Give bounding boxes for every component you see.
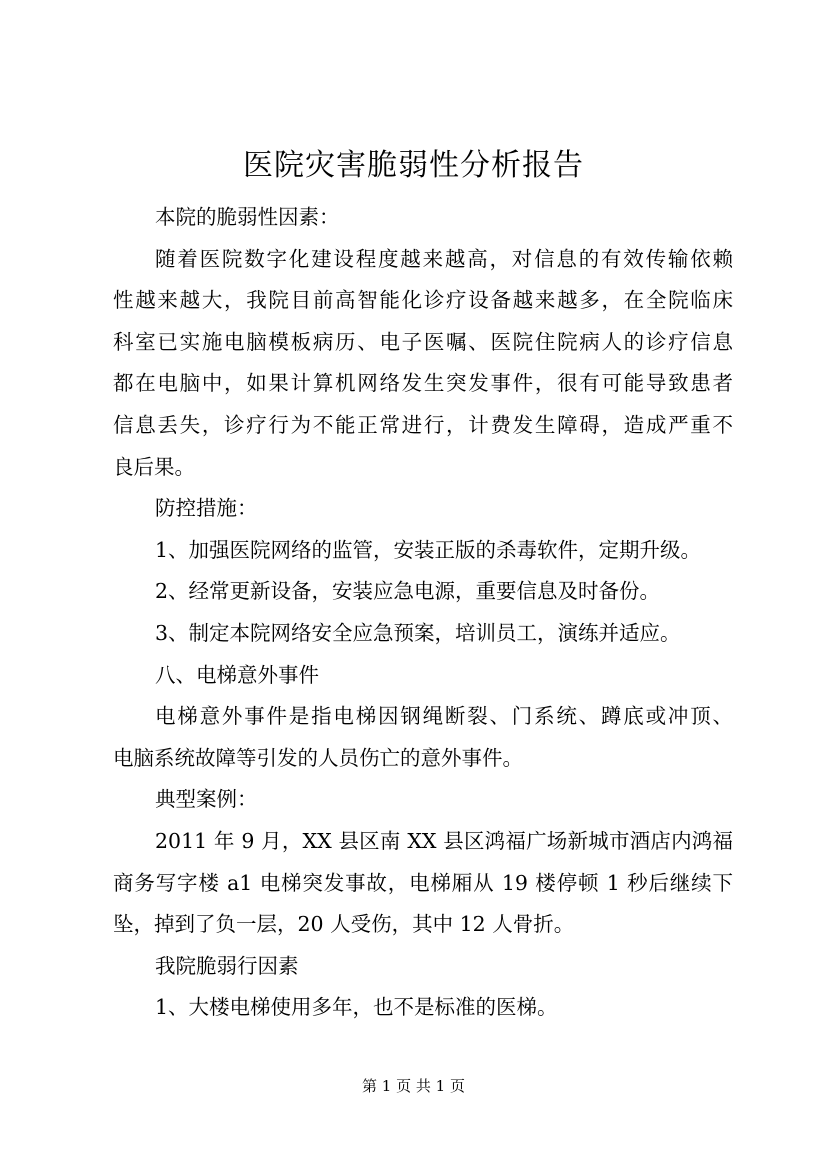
paragraph-line: 电脑系统故障等引发的人员伤亡的意外事件。: [113, 745, 523, 770]
paragraph-line: 信息丢失，诊疗行为不能正常进行，计费发生障碍，造成严重不: [113, 412, 733, 437]
document-body: [113, 197, 733, 1029]
paragraph-line: 典型案例：: [155, 787, 258, 812]
paragraph-line: 我院脆弱行因素: [155, 953, 299, 978]
paragraph-line: 都在电脑中，如果计算机网络发生突发事件，很有可能导致患者: [113, 371, 733, 396]
section-heading: 八、电梯意外事件: [155, 662, 319, 687]
paragraph-line: 性越来越大，我院目前高智能化诊疗设备越来越多，在全院临床: [113, 288, 733, 313]
paragraph-line: 随着医院数字化建设程度越来越高，对信息的有效传输依赖: [155, 246, 733, 271]
paragraph-line: 1、大楼电梯使用多年，也不是标准的医梯。: [155, 995, 558, 1020]
paragraph-line: 1、加强医院网络的监管，安装正版的杀毒软件，定期升级。: [155, 537, 702, 562]
paragraph-line: 坠，掉到了负一层，20 人受伤，其中 12 人骨折。: [113, 912, 575, 937]
paragraph-line: 防控措施：: [155, 496, 258, 521]
paragraph-line: 2011 年 9 月，XX 县区南 XX 县区鸿福广场新城市酒店内鸿福: [155, 828, 733, 853]
paragraph-line: 商务写字楼 a1 电梯突发事故，电梯厢从 19 楼停顿 1 秒后继续下: [113, 870, 733, 895]
paragraph-line: 电梯意外事件是指电梯因钢绳断裂、门系统、蹲底或冲顶、: [155, 704, 733, 729]
paragraph-line: 良后果。: [113, 454, 195, 479]
paragraph-line: 本院的脆弱性因素：: [155, 205, 340, 229]
paragraph-line: 2、经常更新设备，安装应急电源，重要信息及时备份。: [155, 579, 661, 604]
paragraph-line: 3、制定本院网络安全应急预案，培训员工，演练并适应。: [155, 620, 681, 645]
page-footer: 第 1 页 共 1 页: [362, 1077, 465, 1095]
paragraph-line: 科室已实施电脑模板病历、电子医嘱、医院住院病人的诊疗信息: [113, 329, 733, 354]
document-title: 医院灾害脆弱性分析报告: [243, 148, 584, 183]
